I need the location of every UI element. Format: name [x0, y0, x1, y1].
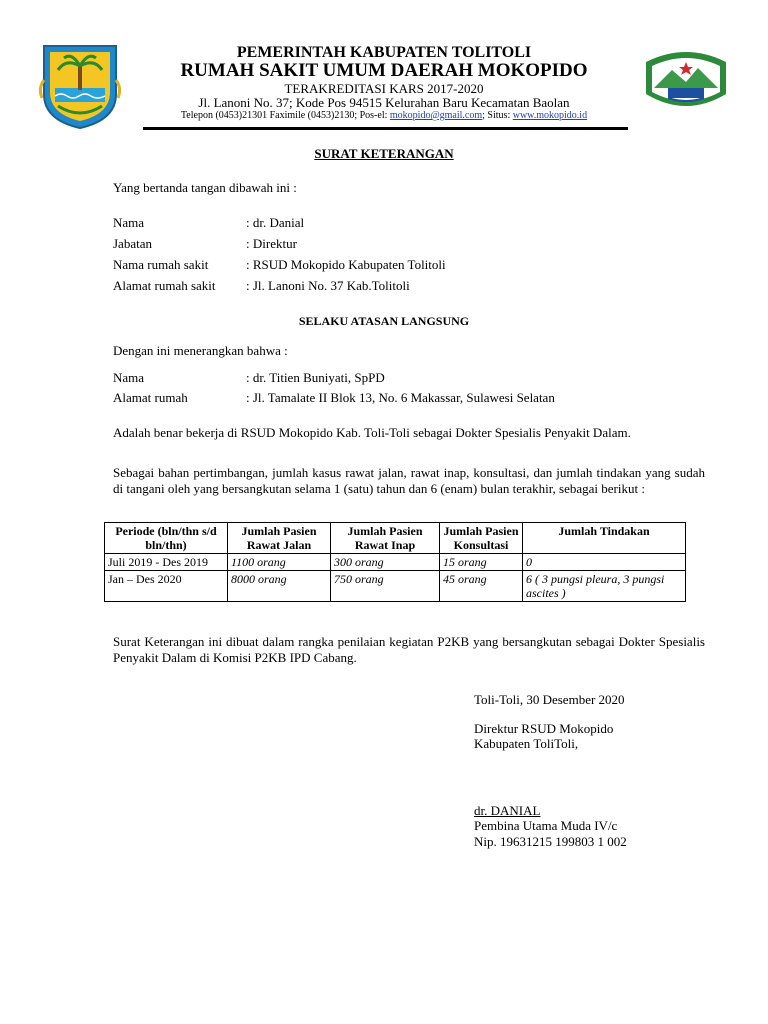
hospital-address-value: : Jl. Lanoni No. 37 Kab.Tolitoli	[246, 278, 410, 293]
table-header-row	[105, 523, 686, 554]
intro-text: Yang bertanda tangan dibawah ini :	[113, 180, 297, 195]
contact-text: Telepon (0453)21301 Faximile (0453)2130; Pos-el:	[180, 110, 390, 121]
hospital-address-label: Alamat rumah sakit	[113, 278, 216, 293]
intro2-text: Dengan ini menerangkan bahwa :	[113, 343, 288, 358]
header-accreditation: TERAKREDITASI KARS 2017-2020	[284, 81, 484, 96]
col-outpatient: Jumlah Pasien Rawat Jalan	[228, 523, 331, 554]
signer-title-1: Direktur RSUD Mokopido	[474, 721, 614, 736]
cell-procedures: 0	[523, 554, 686, 571]
table-row	[105, 554, 686, 571]
cell-inpatient: 750 orang	[331, 571, 440, 602]
signer-name-value: : dr. Danial	[246, 215, 305, 230]
signer-rank: Pembina Utama Muda IV/c	[474, 818, 618, 833]
table-row	[105, 571, 686, 602]
header-contact	[0, 110, 768, 122]
header-hospital-name: RUMAH SAKIT UMUM DAERAH MOKOPIDO	[180, 60, 588, 81]
header-government: PEMERINTAH KABUPATEN TOLITOLI	[236, 44, 532, 61]
header-address: Jl. Lanoni No. 37; Kode Pos 94515 Kelurahan Baru Kecamatan Baolan	[198, 95, 570, 110]
email-link[interactable]: mokopido@gmail.com	[389, 110, 483, 121]
purpose-paragraph: Surat Keterangan ini dibuat dalam rangka penilaian kegiatan P2KB yang bersangkutan sebagai Dokter Spesialis Penyakit Dalam di Komisi P2KB IPD Cabang.	[113, 634, 705, 665]
subject-name-value: : dr. Titien Buniyati, SpPD	[246, 370, 385, 385]
col-procedures: Jumlah Tindakan	[523, 523, 686, 554]
col-period: Periode (bln/thn s/d bln/thn)	[105, 523, 228, 554]
website-link[interactable]: www.mokopido.id	[512, 110, 588, 121]
cell-procedures: 6 ( 3 pungsi pleura, 3 pungsi ascites )	[523, 571, 686, 602]
cell-outpatient: 8000 orang	[228, 571, 331, 602]
employment-paragraph: Adalah benar bekerja di RSUD Mokopido Kab. Toli-Toli sebagai Dokter Spesialis Penyakit Dalam.	[113, 425, 631, 440]
signer-position-label: Jabatan	[113, 236, 152, 251]
cell-consultation: 45 orang	[440, 571, 523, 602]
signer-name: dr. DANIAL	[474, 803, 541, 818]
subject-address-label: Alamat rumah	[113, 390, 188, 405]
case-table	[104, 522, 686, 602]
signer-name-label: Nama	[113, 215, 145, 230]
col-inpatient: Jumlah Pasien Rawat Inap	[331, 523, 440, 554]
contact-separator: ; Situs:	[482, 110, 513, 121]
document-title	[0, 146, 768, 162]
signer-position-value: : Direktur	[246, 236, 297, 251]
col-consultation: Jumlah Pasien Konsultasi	[440, 523, 523, 554]
hospital-name-label: Nama rumah sakit	[113, 257, 209, 272]
cell-period: Juli 2019 - Des 2019	[105, 554, 228, 571]
subject-name-label: Nama	[113, 370, 145, 385]
document-title-text: SURAT KETERANGAN	[314, 146, 454, 161]
subject-address-value: : Jl. Tamalate II Blok 13, No. 6 Makassar, Sulawesi Selatan	[246, 390, 555, 405]
cell-period: Jan – Des 2020	[105, 571, 228, 602]
cell-consultation: 15 orang	[440, 554, 523, 571]
hospital-name-value: : RSUD Mokopido Kabupaten Tolitoli	[246, 257, 446, 272]
consideration-paragraph: Sebagai bahan pertimbangan, jumlah kasus rawat jalan, rawat inap, konsultasi, dan jumlah tindakan yang sudah di tangani oleh yang bersangkutan selama 1 (satu) tahun dan 6 (enam) bulan terakhir, sebagai berikut :	[113, 465, 705, 496]
signer-title-2: Kabupaten ToliToli,	[474, 736, 579, 751]
cell-inpatient: 300 orang	[331, 554, 440, 571]
place-date: Toli-Toli, 30 Desember 2020	[474, 692, 625, 707]
cell-outpatient: 1100 orang	[228, 554, 331, 571]
signer-nip: Nip. 19631215 199803 1 002	[474, 834, 627, 849]
section-title: SELAKU ATASAN LANGSUNG	[298, 314, 470, 328]
header-divider	[143, 127, 628, 130]
